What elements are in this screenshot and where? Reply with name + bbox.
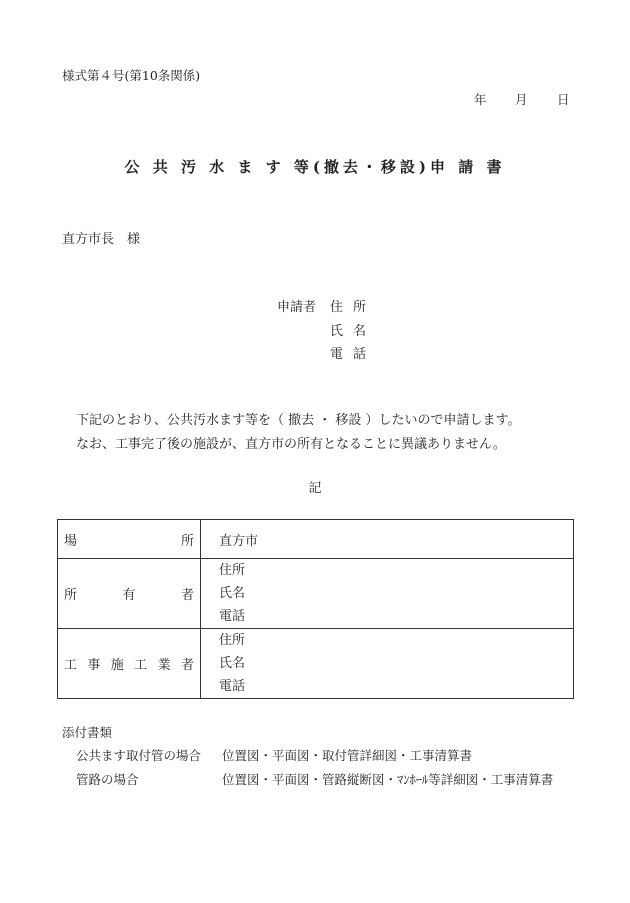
label-char: 場 bbox=[64, 533, 78, 549]
detail-table bbox=[57, 519, 574, 699]
contractor-label bbox=[58, 629, 201, 699]
applicant-address-label: 住所 bbox=[330, 300, 377, 315]
table-row-owner bbox=[58, 559, 574, 629]
label-char: 事 bbox=[87, 658, 101, 673]
owner-label bbox=[58, 559, 201, 629]
addressee: 直方市長 様 bbox=[62, 232, 141, 247]
table-row-contractor bbox=[58, 629, 574, 699]
form-number: 様式第４号(第10条関係) bbox=[62, 68, 201, 83]
table-row-location bbox=[58, 520, 574, 559]
label-char: 者 bbox=[180, 588, 194, 603]
applicant-phone-label: 電話 bbox=[330, 347, 377, 362]
owner-phone-label: 電話 bbox=[219, 609, 246, 624]
ki-heading: 記 bbox=[308, 481, 322, 496]
attachment-case: 管路の場合 bbox=[76, 772, 139, 787]
label-char: 有 bbox=[122, 588, 136, 603]
contractor-value[interactable] bbox=[201, 629, 574, 699]
label-char: 者 bbox=[180, 658, 194, 673]
label-char: 工 bbox=[64, 658, 78, 673]
attachment-case: 公共ます取付管の場合 bbox=[76, 748, 202, 763]
date-day: 日 bbox=[557, 92, 570, 107]
body-text-line: なお、工事完了後の施設が、直方市の所有となることに異議ありません。 bbox=[76, 437, 506, 452]
label-char: 所 bbox=[64, 588, 78, 603]
owner-address-label: 住所 bbox=[219, 563, 246, 578]
applicant-label: 申請者 bbox=[277, 300, 317, 315]
label-char: 工 bbox=[134, 658, 148, 673]
label-char: 施 bbox=[110, 658, 124, 673]
location-value[interactable] bbox=[201, 520, 574, 559]
contractor-name-label: 氏名 bbox=[219, 656, 246, 671]
attachments-heading: 添付書類 bbox=[62, 725, 113, 740]
attachment-docs: 位置図・平面図・管路縦断図・ﾏﾝﾎｰﾙ等詳細図・工事清算書 bbox=[222, 772, 554, 787]
date-month: 月 bbox=[515, 92, 528, 107]
location-label bbox=[58, 520, 201, 559]
contractor-phone-label: 電話 bbox=[219, 679, 246, 694]
date-year: 年 bbox=[474, 92, 487, 107]
owner-name-label: 氏名 bbox=[219, 586, 246, 601]
label-char: 業 bbox=[157, 658, 171, 673]
location-value-text: 直方市 bbox=[219, 533, 259, 549]
label-char: 所 bbox=[180, 533, 194, 549]
attachment-docs: 位置図・平面図・取付管詳細図・工事清算書 bbox=[222, 748, 473, 763]
applicant-name-label: 氏名 bbox=[330, 324, 377, 339]
document-title: 公 共 汚 水 ま す 等(撤去・移設)申 請 書 bbox=[124, 158, 506, 176]
body-text-line: 下記のとおり、公共汚水ます等を（ 撤去 ・ 移設 ）したいので申請します。 bbox=[76, 413, 521, 428]
contractor-address-label: 住所 bbox=[219, 633, 246, 648]
owner-value[interactable] bbox=[201, 559, 574, 629]
